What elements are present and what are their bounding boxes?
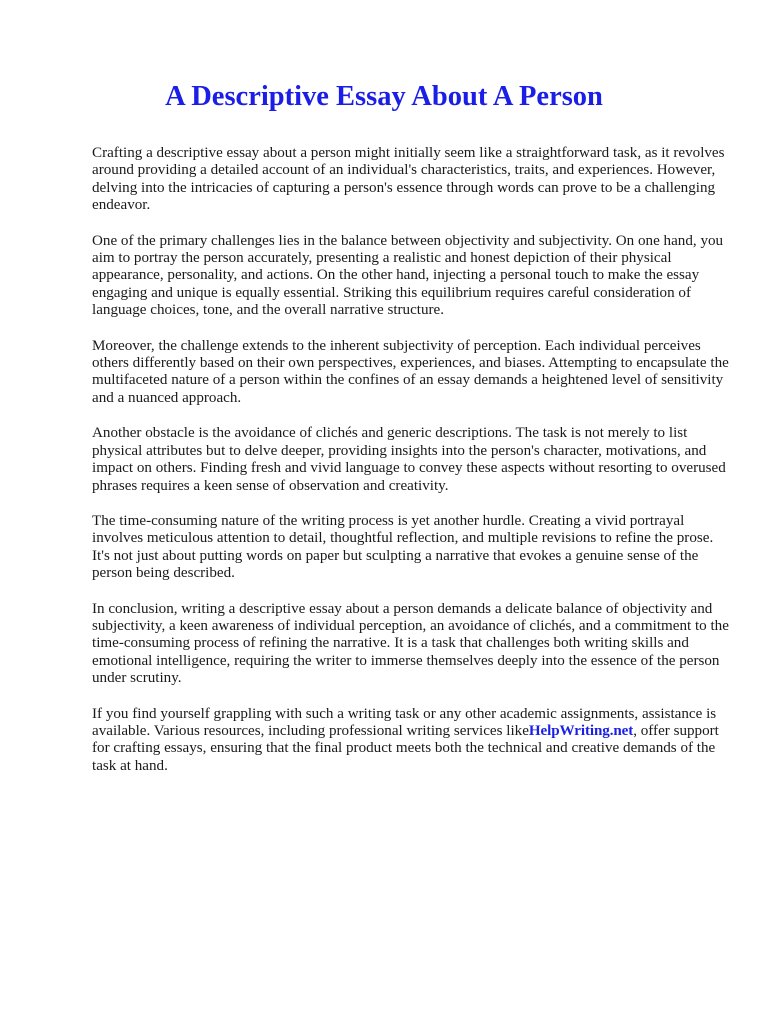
helpwriting-link[interactable]: HelpWriting.net: [528, 722, 634, 739]
paragraph-5: The time-consuming nature of the writing process is yet another hurdle. Creating a vivid portrayal involves meticulous attention to detail, thoughtful reflection, and multiple revisions to refine the prose. It's not just about putting words on paper but sculpting a narrative that evokes a genuine sense of the person being described.: [92, 512, 714, 582]
paragraph-1: Crafting a descriptive essay about a person might initially seem like a straightforward task, as it revolves around providing a detailed account of an individual's characteristics, traits, and experiences. However, delving into the intricacies of capturing a person's essence through words can prove to be a challenging endeavor.: [92, 145, 725, 214]
paragraph-2: One of the primary challenges lies in the balance between objectivity and subjectivity. On one hand, you aim to portray the person accurately, presenting a realistic and honest depiction of their physical appearance, personality, and actions. On the other hand, injecting a personal touch to make the essay engaging and unique is equally essential. Striking this equilibrium requires careful consideration of language choices, tone, and the overall narrative structure.: [92, 232, 724, 319]
paragraph-3: Moreover, the challenge extends to the inherent subjectivity of perception. Each individual perceives others differently based on their own perspectives, experiences, and biases. Attempting to encapsulate the multifaceted nature of a person within the confines of an essay demands a heightened level of sensitivity and a nuanced approach.: [92, 337, 729, 406]
paragraph-7-after-link: , offer support for crafting essays, ensuring that the final product meets both the technical and creative demands of the task at hand.: [92, 722, 719, 774]
paragraph-7: [92, 706, 732, 776]
page-title: A Descriptive Essay About A Person: [165, 81, 603, 112]
essay-body: [92, 145, 732, 793]
paragraph-6: In conclusion, writing a descriptive essay about a person demands a delicate balance of objectivity and subjectivity, a keen awareness of individual perception, an avoidance of clichés, and a commitment to the time-consuming process of refining the narrative. It is a task that challenges both writing skills and emotional intelligence, requiring the writer to immerse themselves deeply into the essence of the person under scrutiny.: [92, 600, 729, 687]
paragraph-7-before-link: If you find yourself grappling with such a writing task or any other academic assignments, assistance is available. Various resources, including professional writing services like: [92, 705, 717, 739]
paragraph-4: Another obstacle is the avoidance of clichés and generic descriptions. The task is not merely to list physical attributes but to delve deeper, providing insights into the person's character, motivations, and impact on others. Finding fresh and vivid language to convey these aspects without resorting to overused phrases requires a keen sense of observation and creativity.: [92, 425, 726, 494]
